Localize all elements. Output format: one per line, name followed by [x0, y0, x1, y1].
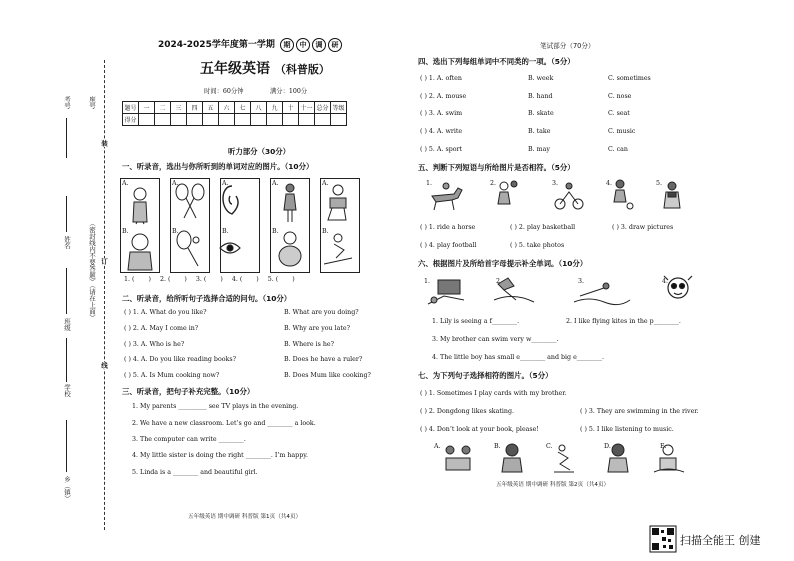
picture-number: 1. — [426, 180, 433, 187]
answer-open: 2. ( — [159, 276, 171, 283]
title-text: 五年级英语 — [200, 61, 270, 77]
list-item: ( ) 1. A. What do you like? — [124, 309, 207, 316]
picture-number: 2. — [496, 278, 503, 285]
list-item: 2. We have a new classroom. Let’s go and ________ a look. — [132, 420, 316, 427]
list-item: B. hand — [528, 93, 553, 100]
ear-icon — [223, 186, 238, 214]
list-item: B. Why are you late? — [284, 325, 351, 332]
score-cell: 题号 — [123, 102, 139, 114]
picture-label: A. — [434, 443, 441, 450]
name-line — [66, 196, 67, 232]
card-players-icon — [446, 446, 470, 470]
list-item: ( ) 4. Don’t look at your book, please! — [420, 426, 539, 433]
right-footer: 五年级英语 期中调研 科普版 第2页（共4页） — [496, 482, 610, 488]
exam-time: 时间：60分钟 — [204, 88, 244, 95]
label-b: B. — [222, 228, 229, 235]
score-input[interactable] — [283, 114, 299, 126]
picture-number: 2. — [490, 180, 497, 187]
list-item: B. Does Mum like cooking? — [284, 372, 371, 379]
skating-boy-icon — [554, 445, 574, 472]
answer-close: ) — [220, 276, 223, 283]
list-item: B. What are you doing? — [284, 309, 359, 316]
score-cell: 八 — [251, 102, 267, 114]
park-kite-icon — [494, 278, 534, 302]
list-item: 5. Linda is a ________ and beautiful girl. — [132, 469, 258, 476]
horse-rider-icon — [432, 183, 462, 210]
basketball-boy-icon — [498, 181, 517, 204]
picture-label: E. — [660, 443, 667, 450]
music-girl-icon — [502, 444, 522, 472]
swimming-kids-icon — [654, 445, 684, 472]
label-b: B. — [122, 228, 129, 235]
picture-number: 4. — [662, 278, 669, 285]
class-label: 班级 — [63, 318, 71, 331]
section6-title: 六、根据图片及所给首字母提示补全单词。（10分） — [418, 259, 588, 268]
section2-title: 二、听录音，给所听句子选择合适的问句。（10分） — [122, 294, 292, 303]
score-cell: 得分 — [123, 114, 139, 126]
section1-answers — [124, 276, 364, 283]
list-item: ( ) 4. A. write — [420, 128, 463, 135]
score-cell: 一 — [139, 102, 155, 114]
list-item: ( ) 5. I like listening to music. — [580, 426, 674, 433]
list-item: ( ) 3. A. swim — [420, 110, 463, 117]
label-a: A. — [172, 180, 179, 187]
number-label: 考号 — [63, 96, 71, 109]
list-item: B. take — [528, 128, 551, 135]
skier-icon — [324, 234, 352, 264]
cut-notice: （密封线内不要答题） — [88, 220, 96, 285]
exam-score: 满分：100分 — [270, 88, 308, 95]
score-cell: 六 — [219, 102, 235, 114]
grandpa-icon — [128, 234, 152, 270]
picture-number: 3. — [578, 278, 585, 285]
score-value-row — [123, 114, 347, 126]
score-input[interactable] — [331, 114, 347, 126]
score-cell: 十 — [283, 102, 299, 114]
section4-title: 四、选出下列每组单词中不同类的一项。（5分） — [418, 57, 575, 66]
list-item: C. nose — [608, 93, 632, 100]
stamp-char-1: 期 — [280, 38, 294, 52]
list-item: B. may — [528, 146, 550, 153]
standing-girl-icon — [284, 184, 296, 222]
score-cell: 二 — [155, 102, 171, 114]
seat-label: 座号 — [88, 96, 96, 109]
line-char-3: 线 — [100, 362, 108, 369]
picture-number: 4. — [606, 180, 613, 187]
listening-title: 听力部分（30分） — [228, 147, 291, 156]
answer-close: ) — [184, 276, 187, 283]
number-line — [66, 118, 67, 158]
list-item: B. Where is he? — [284, 341, 335, 348]
label-b: B. — [322, 228, 329, 235]
score-input[interactable] — [267, 114, 283, 126]
written-title: 笔试部分（70分） — [540, 42, 595, 50]
score-input[interactable] — [203, 114, 219, 126]
list-item: ( ) 5. A. sport — [420, 146, 463, 153]
town-label: 乡（镇） — [63, 476, 71, 502]
section5-drawings — [426, 178, 686, 212]
list-item: 2. I like flying kites in the p________. — [566, 318, 681, 325]
label-a: A. — [122, 180, 129, 187]
score-input[interactable] — [139, 114, 155, 126]
camera-girl-icon — [664, 182, 680, 208]
score-input[interactable] — [315, 114, 331, 126]
tennis-icon — [177, 231, 199, 266]
stamp-char-3: 调 — [312, 38, 326, 52]
stamp-char-2: 中 — [296, 38, 310, 52]
label-b: B. — [172, 228, 179, 235]
score-cell: 三 — [171, 102, 187, 114]
list-item: ( ) 2. Dongdong likes skating. — [420, 408, 514, 415]
list-item: ( ) 1. ride a horse — [420, 224, 476, 231]
score-cell: 十一 — [299, 102, 315, 114]
score-cell: 七 — [235, 102, 251, 114]
score-input[interactable] — [219, 114, 235, 126]
score-cell: 总分 — [315, 102, 331, 114]
town-line — [66, 420, 67, 472]
boy-face-icon — [664, 276, 692, 298]
list-item: ( ) 3. They are swimming in the river. — [580, 408, 699, 415]
section7-title: 七、为下列句子选择相符的图片。（5分） — [418, 371, 553, 380]
picture-label: D. — [604, 443, 611, 450]
score-input[interactable] — [187, 114, 203, 126]
picture-number: 5. — [656, 180, 663, 187]
score-input[interactable] — [155, 114, 171, 126]
score-header-row — [123, 102, 347, 114]
score-table — [122, 101, 347, 126]
score-cell: 等级 — [331, 102, 347, 114]
picture-label: C. — [546, 443, 553, 450]
fat-boy-icon — [279, 232, 301, 266]
answer-open: 3. ( — [195, 276, 207, 283]
list-item: ( ) 1. Sometimes I play cards with my brother. — [420, 390, 567, 397]
picture-number: 1. — [424, 278, 431, 285]
cut-line — [104, 60, 105, 530]
qr-code-icon — [650, 526, 676, 552]
list-item: ( ) 2. play basketball — [510, 224, 576, 231]
section1-drawings — [120, 178, 360, 273]
section6-drawings — [424, 274, 694, 310]
section1-title: 一、听录音，选出与你所听到的单词对应的图片。（10分） — [122, 162, 314, 171]
score-input[interactable] — [251, 114, 267, 126]
label-b: B. — [272, 228, 279, 235]
edition-text: （科普版） — [274, 63, 330, 76]
score-input[interactable] — [235, 114, 251, 126]
page-title — [200, 58, 330, 78]
list-item: 3. My brother can swim very w________. — [432, 336, 559, 343]
list-item: ( ) 1. A. often — [420, 75, 462, 82]
school-line — [66, 338, 67, 382]
score-input[interactable] — [171, 114, 187, 126]
rackets-icon — [176, 184, 204, 218]
picture-number: 3. — [552, 180, 559, 187]
list-item: 1. Lily is seeing a f________. — [432, 318, 520, 325]
answer-open: 5. ( — [267, 276, 279, 283]
left-footer: 五年级英语 期中调研 科普版 第1页（共4页） — [188, 514, 302, 520]
list-item: ( ) 2. A. mouse — [420, 93, 467, 100]
list-item: B. Does he have a ruler? — [284, 356, 363, 363]
score-cell: 九 — [267, 102, 283, 114]
list-item: ( ) 3. A. Who is he? — [124, 341, 185, 348]
list-item: 3. The computer can write ________. — [132, 436, 246, 443]
list-item: ( ) 3. draw pictures — [612, 224, 674, 231]
answer-close: ) — [256, 276, 259, 283]
list-item: B. week — [528, 75, 554, 82]
cycling-kids-icon — [555, 183, 583, 209]
answer-open: 4. ( — [231, 276, 243, 283]
swimmer-icon — [574, 283, 630, 305]
stamp-char-4: 研 — [328, 38, 342, 52]
book-girl-icon — [608, 444, 628, 472]
list-item: C. music — [608, 128, 636, 135]
list-item: ( ) 5. A. Is Mum cooking now? — [124, 372, 220, 379]
section7-drawings — [440, 440, 690, 474]
old-man-icon — [133, 188, 147, 224]
list-item: C. seat — [608, 110, 630, 117]
list-item: C. can — [608, 146, 628, 153]
answer-open: 1. ( — [124, 276, 135, 283]
picture-label: B. — [494, 443, 501, 450]
answer-close: ) — [148, 276, 151, 283]
list-item: C. sometimes — [608, 75, 651, 82]
term-text: 2024-2025学年度第一学期 — [158, 40, 275, 50]
score-cell: 四 — [187, 102, 203, 114]
eye-icon — [220, 243, 240, 253]
score-cell: 五 — [203, 102, 219, 114]
watermark-brand: 扫描全能王 创建 — [680, 534, 761, 547]
line-char-1: 装 — [100, 140, 108, 147]
term-title — [158, 37, 342, 52]
answer-close: ) — [292, 276, 295, 283]
section3-title: 三、听录音，把句子补充完整。（10分） — [122, 387, 255, 396]
football-girl-icon — [614, 180, 633, 209]
section5-title: 五、判断下列短语与所给图片是否相符。（5分） — [418, 163, 575, 172]
name-label: 姓名 — [63, 236, 71, 249]
class-line — [66, 268, 67, 314]
reading-boy-icon — [328, 185, 346, 220]
list-item: ( ) 2. A. May I come in? — [124, 325, 199, 332]
list-item: ( ) 4. A. Do you like reading books? — [124, 356, 236, 363]
film-screen-icon — [428, 280, 464, 304]
school-label: 学校 — [63, 384, 71, 397]
list-item: ( ) 4. play football — [420, 242, 477, 249]
label-a: A. — [222, 180, 229, 187]
label-a: A. — [272, 180, 279, 187]
list-item: 1. My parents _________ see TV plays in the evening. — [132, 403, 299, 410]
list-item: ( ) 5. take photos — [510, 242, 565, 249]
line-char-2: 订 — [100, 258, 108, 265]
list-item: 4. The little boy has small e________ and big e________. — [432, 354, 604, 361]
list-item: 4. My little sister is doing the right ________. I’m happy. — [132, 452, 308, 459]
score-input[interactable] — [299, 114, 315, 126]
note-label: （请在上面） — [88, 282, 96, 321]
label-a: A. — [322, 180, 329, 187]
list-item: B. skate — [528, 110, 554, 117]
